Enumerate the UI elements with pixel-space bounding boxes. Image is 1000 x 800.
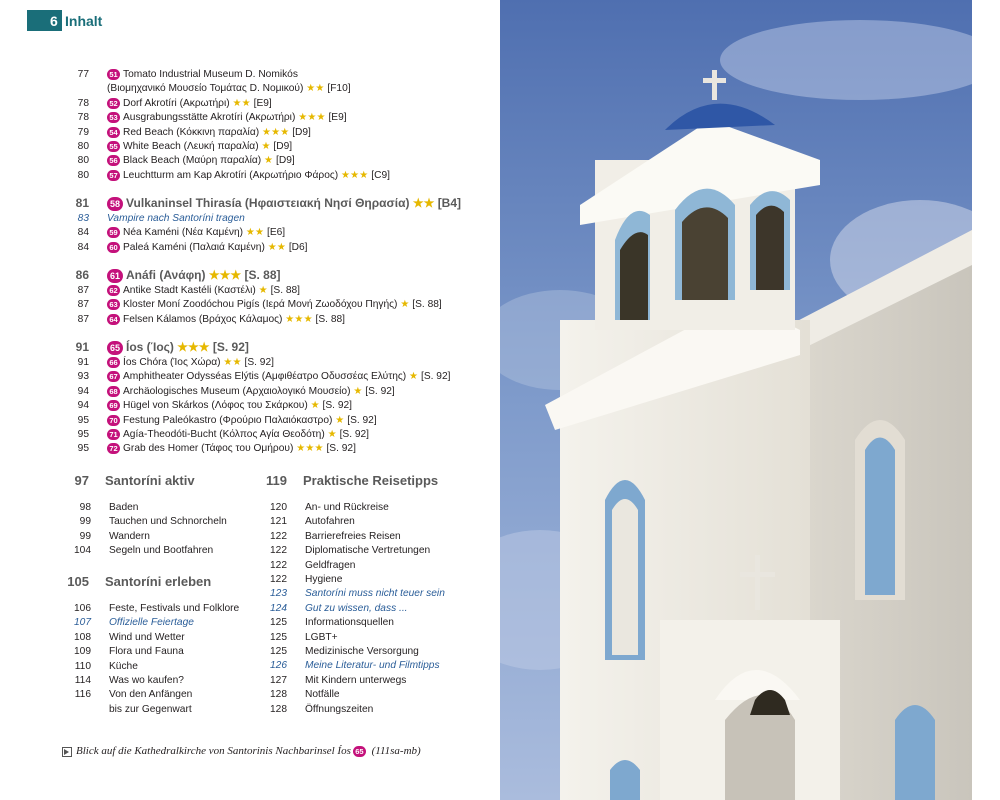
entry-text: [107, 428, 369, 441]
entry-page-number: 125: [270, 646, 287, 657]
entry-number-badge: 66: [107, 357, 120, 368]
entry-title: Tomato Industrial Museum D. Nomikós: [123, 69, 298, 80]
map-reference: [D9]: [273, 141, 293, 152]
church-photo: [500, 0, 972, 800]
section-heading: [247, 473, 438, 488]
entry-page-number: 91: [77, 357, 89, 368]
entry-page-number: 83: [77, 213, 89, 224]
rating-stars: ★: [400, 299, 410, 311]
entry-text: [107, 212, 245, 225]
entry-page-number: 77: [77, 69, 89, 80]
entry-text: [107, 154, 295, 167]
entry-title: Baden: [109, 502, 139, 513]
page-number: 6: [50, 13, 58, 29]
rating-stars: ★★: [267, 241, 286, 253]
entry-title: Medizinische Versorgung: [305, 646, 419, 657]
entry-text: [107, 68, 298, 81]
entry-title: Dorf Akrotíri (Ακρωτήρι): [123, 97, 230, 109]
map-reference: [S. 88]: [244, 268, 281, 282]
rating-stars: ★★★: [177, 340, 210, 354]
entry-text: [107, 284, 300, 297]
entry-number-badge: 55: [107, 141, 120, 152]
entry-number-badge: 60: [107, 242, 120, 253]
entry-title: Hügel von Skárkos (Λόφος του Σκάρκου): [123, 400, 308, 412]
entry-number-badge: 72: [107, 443, 120, 454]
entry-page-number: 94: [77, 385, 89, 397]
entry-page-number: 123: [270, 588, 287, 600]
entry-title: Amphitheater Odysséas Elýtis (Αμφιθέατρο Οδυσσέας Ελύτης): [123, 371, 407, 383]
rating-stars: ★: [310, 400, 320, 412]
rating-stars: ★★★: [296, 443, 324, 455]
entry-page-number: 87: [77, 299, 89, 311]
entry-title: Wandern: [109, 530, 150, 542]
entry-number-badge: 51: [107, 69, 120, 80]
section-title: Praktische Reisetipps: [303, 473, 439, 488]
entry-text: [107, 82, 351, 95]
entry-title: Íos (Ίος): [126, 340, 174, 354]
entry-page-number: 106: [74, 603, 91, 614]
map-reference: [E9]: [253, 97, 272, 109]
entry-page-number: 78: [77, 97, 89, 109]
map-reference: [S. 92]: [326, 443, 356, 455]
rating-stars: ★: [258, 285, 268, 296]
entry-page-number: 78: [77, 112, 89, 124]
entry-page-number: 127: [270, 674, 287, 686]
map-reference: [D9]: [276, 155, 295, 167]
entry-page-number: 124: [270, 602, 287, 614]
entry-page-number: 95: [77, 443, 89, 455]
entry-number-badge: 67: [107, 371, 120, 382]
entry-page-number: 108: [74, 631, 91, 643]
entry-text: [107, 140, 292, 153]
entry-title: Mit Kindern unterwegs: [305, 674, 407, 686]
entry-number-badge: 52: [107, 98, 120, 109]
entry-title: Santoríni muss nicht teuer sein: [305, 588, 445, 600]
entry-title: An- und Rückreise: [305, 502, 389, 513]
entry-page-number: 110: [74, 660, 91, 672]
caption-credit: (111sa-mb): [371, 745, 421, 757]
entry-number-badge: 65: [107, 341, 123, 355]
map-reference: [S. 92]: [365, 385, 395, 397]
rating-stars: ★★★: [298, 112, 326, 124]
entry-title: LGBT+: [305, 631, 338, 643]
entry-title: Wind und Wetter: [109, 631, 185, 643]
entry-page-number: 107: [74, 617, 91, 629]
entry-page-number: 80: [77, 155, 89, 167]
entry-title: Ausgrabungsstätte Akrotíri (Ακρωτήρι): [123, 112, 296, 124]
map-reference: [S. 92]: [244, 357, 274, 368]
section-page-number: 105: [67, 574, 89, 589]
entry-page-number: 81: [75, 196, 89, 210]
entry-title: Leuchtturm am Kap Akrotíri (Ακρωτήριο Φάρος): [123, 169, 339, 181]
entry-title: Barrierefreies Reisen: [305, 530, 401, 542]
entry-page-number: 128: [270, 689, 287, 701]
entry-title: Grab des Homer (Τάφος του Ομήρου): [123, 443, 294, 455]
entry-page-number: 125: [270, 631, 287, 643]
entry-text: [107, 442, 356, 455]
entry-page-number: 114: [74, 675, 91, 686]
rating-stars: ★★: [306, 83, 325, 95]
entry-title: Segeln und Bootfahren: [109, 545, 214, 557]
entry-number-badge: 53: [107, 112, 120, 123]
entry-title: Felsen Kálamos (Βράχος Κάλαμος): [123, 313, 283, 325]
entry-title: Anáfi (Ανάφη): [126, 268, 206, 282]
entry-title: (Βιομηχανικό Μουσείο Τομάτας D. Νομικού): [107, 83, 304, 95]
entry-title: Küche: [109, 660, 138, 672]
map-reference: [S. 92]: [421, 371, 451, 383]
entry-number-badge: 58: [107, 197, 123, 211]
entry-number-badge: 54: [107, 127, 120, 138]
entry-title: Tauchen und Schnorcheln: [109, 516, 227, 528]
entry-number-badge: 71: [107, 429, 120, 440]
entry-page-number: 125: [270, 617, 287, 629]
section-page-number: 119: [266, 473, 287, 488]
rating-stars: ★: [353, 385, 363, 397]
map-reference: [S. 88]: [412, 299, 442, 311]
section-title: Santoríni erleben: [105, 574, 212, 589]
map-reference: [C9]: [371, 169, 390, 181]
entry-page-number: 99: [79, 516, 91, 528]
entry-text: [107, 169, 390, 182]
entry-number-badge: 57: [107, 170, 120, 181]
entry-text: [107, 313, 345, 326]
entry-page-number: 122: [270, 530, 287, 542]
entry-text: [107, 111, 347, 124]
entry-page-number: 122: [270, 574, 287, 585]
entry-title: White Beach (Λευκή παραλία): [123, 141, 259, 152]
entry-page-number: 93: [77, 371, 89, 383]
entry-page-number: 86: [75, 268, 89, 282]
rating-stars: ★★: [223, 357, 242, 368]
entry-title: Notfälle: [305, 689, 340, 701]
rating-stars: ★: [335, 414, 345, 426]
map-reference: [D6]: [288, 241, 308, 253]
entry-title: Red Beach (Κόκκινη παραλία): [123, 126, 260, 138]
entry-page-number: 91: [75, 340, 89, 354]
entry-title: Diplomatische Vertretungen: [305, 545, 431, 557]
entry-number-badge: 64: [107, 314, 120, 325]
entry-page-number: 99: [79, 530, 91, 542]
entry-title: Vulkaninsel Thirasía (Ηφαιστειακή Νησί Θηρασία): [126, 196, 410, 210]
rating-stars: ★: [327, 429, 337, 440]
map-reference: [S. 88]: [270, 285, 301, 296]
entry-text: [107, 298, 442, 311]
entry-title: Vampire nach Santoríni tragen: [107, 213, 245, 224]
rating-stars: ★★: [412, 196, 435, 210]
map-reference: [S. 92]: [347, 414, 377, 426]
map-reference: [D9]: [292, 126, 311, 138]
entry-page-number: 84: [77, 227, 89, 239]
entry-text: [107, 269, 281, 283]
entry-text: [107, 399, 352, 412]
entry-page-number: 95: [77, 414, 89, 426]
entry-title: Was wo kaufen?: [109, 675, 184, 686]
page-title: Inhalt: [65, 13, 103, 29]
entry-page-number: 120: [270, 502, 287, 513]
rating-stars: ★: [409, 371, 419, 383]
entry-title: Íos Chóra (Ίος Χώρα): [123, 357, 221, 368]
entry-number-badge: 70: [107, 415, 120, 426]
map-reference: [E6]: [267, 227, 286, 239]
entry-text: [107, 226, 285, 239]
rating-stars: ★★★: [285, 313, 313, 325]
entry-text: [107, 197, 461, 211]
entry-title: Paleá Kaméni (Παλαιά Καμένη): [123, 241, 265, 253]
rating-stars: ★★★: [341, 169, 369, 181]
entry-text: [107, 356, 274, 369]
entry-title: Geldfragen: [305, 559, 356, 571]
map-reference: [B4]: [437, 196, 462, 210]
entry-text: [107, 385, 395, 398]
map-reference: [E9]: [328, 112, 347, 124]
entry-page-number: 116: [74, 689, 91, 701]
entry-title: Hygiene: [305, 574, 343, 585]
entry-page-number: 122: [270, 545, 287, 557]
entry-text: [107, 126, 311, 139]
entry-title: Offizielle Feiertage: [109, 617, 194, 629]
map-reference: [F10]: [327, 83, 351, 95]
entry-title: Archäologisches Museum (Αρχαιολογικό Μουσείο): [123, 385, 351, 397]
entry-text: [107, 97, 272, 110]
entry-number-badge: 59: [107, 227, 120, 238]
entry-title: Gut zu wissen, dass ...: [305, 602, 408, 614]
entry-page-number: 121: [270, 516, 287, 528]
entry-page-number: 79: [77, 126, 89, 138]
entry-text: [107, 341, 249, 355]
caption-badge: 65: [353, 746, 366, 757]
entry-text: [107, 414, 377, 427]
rating-stars: ★★: [232, 97, 251, 109]
entry-page-number: 109: [74, 646, 91, 658]
rating-stars: ★: [264, 155, 274, 167]
photo-caption: Blick auf die Kathedralkirche von Santorinis Nachbarinsel Íos 65 (111sa-mb): [76, 745, 421, 757]
entry-page-number: 94: [77, 400, 89, 412]
entry-title: Black Beach (Μαύρη παραλία): [123, 155, 262, 167]
entry-page-number: 98: [79, 502, 91, 513]
entry-page-number: 87: [77, 285, 89, 296]
entry-title: Agía-Theodóti-Bucht (Κόλπος Αγία Θεοδότη): [123, 429, 325, 440]
map-reference: [S. 92]: [339, 429, 370, 440]
entry-number-badge: 56: [107, 155, 120, 166]
entry-number-badge: 62: [107, 285, 120, 296]
rating-stars: ★: [261, 141, 271, 152]
entry-page-number: 84: [77, 241, 89, 253]
entry-text: [107, 370, 450, 383]
entry-title: Öffnungszeiten: [305, 703, 374, 715]
section-page-number: 97: [74, 473, 89, 488]
map-reference: [S. 92]: [322, 400, 352, 412]
entry-page-number: 80: [77, 141, 89, 152]
map-reference: [S. 88]: [315, 313, 345, 325]
entry-title: Kloster Moní Zoodóchou Pigís (Ιερά Μονή Ζωοδόχου Πηγής): [123, 299, 398, 311]
entry-title: Flora und Fauna: [109, 646, 184, 658]
entry-number-badge: 69: [107, 400, 120, 411]
section-heading: [49, 574, 211, 589]
entry-page-number: 87: [77, 313, 89, 325]
rating-stars: ★★★: [261, 126, 290, 138]
map-reference: [S. 92]: [212, 340, 249, 354]
entry-title: Autofahren: [305, 516, 355, 528]
entry-title: Meine Literatur- und Filmtipps: [305, 660, 440, 672]
entry-title: Antike Stadt Kastéli (Καστέλι): [123, 285, 256, 296]
entry-number-badge: 63: [107, 299, 120, 310]
entry-page-number: 122: [270, 559, 287, 571]
section-title: Santoríni aktiv: [105, 473, 195, 488]
rating-stars: ★★★: [208, 268, 242, 282]
entry-page-number: 126: [270, 660, 287, 672]
entry-title: Feste, Festivals und Folklore: [109, 603, 240, 614]
rating-stars: ★★: [245, 227, 265, 239]
entry-text: [107, 241, 308, 254]
section-heading: [49, 473, 195, 488]
entry-page-number: 80: [77, 169, 89, 181]
entry-number-badge: 68: [107, 386, 120, 397]
entry-title: bis zur Gegenwart: [109, 703, 192, 715]
entry-title: Von den Anfängen: [109, 689, 193, 701]
entry-number-badge: 61: [107, 269, 123, 283]
entry-title: Informationsquellen: [305, 617, 394, 629]
entry-title: Néa Kaméni (Νέα Καμένη): [123, 227, 244, 239]
entry-page-number: 128: [270, 703, 287, 715]
entry-page-number: 95: [77, 429, 89, 440]
entry-page-number: 104: [74, 545, 91, 557]
entry-title: Festung Paleókastro (Φρούριο Παλαιόκαστρο): [123, 414, 333, 426]
